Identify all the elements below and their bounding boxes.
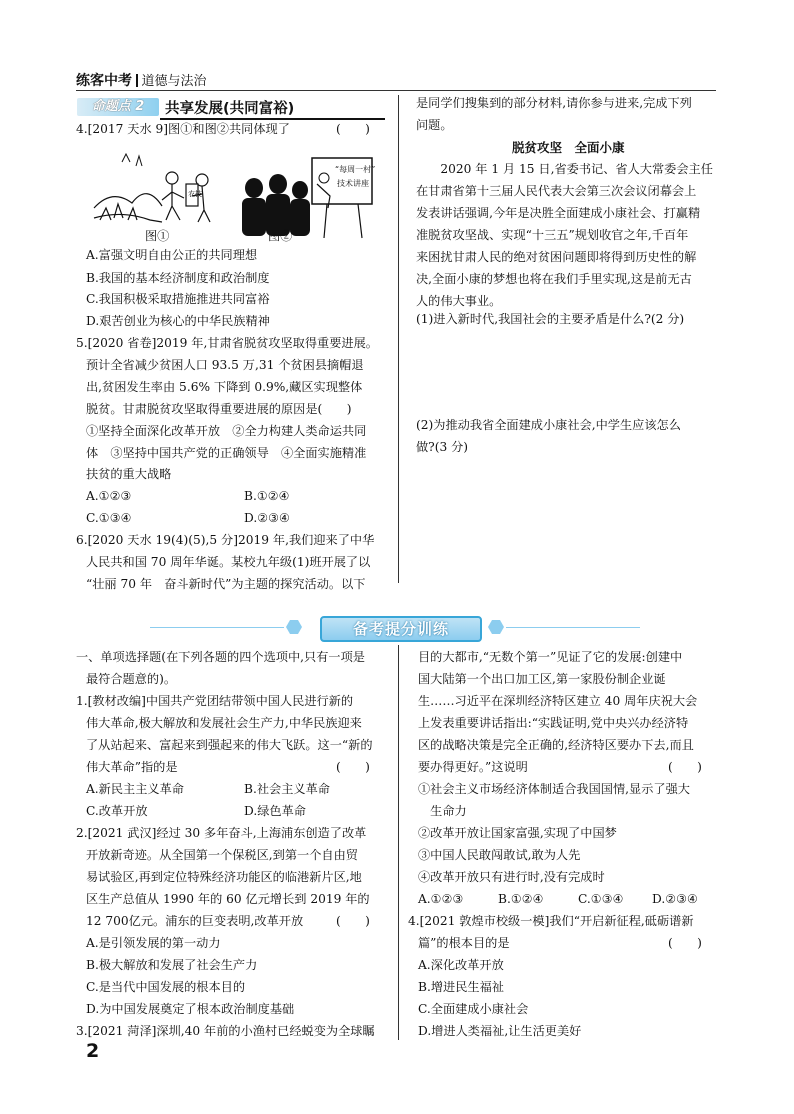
- q4-stem-text: 4.[2017 天水 9]图①和图②共同体现了: [76, 122, 290, 136]
- material-line: 在甘肃省第十三届人民代表大会第三次会议闭幕会上: [416, 184, 697, 198]
- q6-line: “壮丽 70 年 奋斗新时代”为主题的探究活动。以下: [86, 577, 366, 591]
- q5-option-b: B.①②④: [244, 489, 290, 503]
- header-rule: [76, 90, 716, 91]
- p2-line: 2.[2021 武汉]经过 30 多年奋斗,上海浦东创造了改革: [76, 826, 367, 840]
- p1-option-c: C.改革开放: [86, 804, 148, 818]
- q5-line: 体 ③坚持中国共产党的正确领导 ④全面实施精准: [86, 446, 367, 460]
- q4-img-label: 农技: [188, 190, 202, 198]
- figure1-caption: 图①: [145, 229, 170, 243]
- q4-illustration: [92, 148, 382, 244]
- sign-text-line2: 技术讲座: [337, 179, 369, 188]
- p4-line: 4.[2021 敦煌市校级一模]我们“开启新征程,砥砺谱新: [408, 914, 694, 928]
- part1-heading-text: 一、单项选择题(在下列各题的四个选项中,只有一项是: [76, 650, 365, 664]
- p3-line: 国大陆第一个出口加工区,第一家股份制企业诞: [418, 672, 666, 686]
- p4-option-a: A.深化改革开放: [418, 958, 504, 972]
- q5-line: 出,贫困发生率由 5.6% 下降到 0.9%,藏区实现整体: [86, 380, 363, 394]
- q5-option-a: A.①②③: [86, 489, 132, 503]
- part1-heading: [76, 650, 365, 665]
- book-logo: 练客中考: [76, 73, 132, 89]
- p2-line: 区生产总值从 1990 年的 60 亿元增长到 2019 年的: [86, 892, 370, 906]
- material-line: 来困扰甘肃人民的绝对贫困问题即将得到历史性的解: [416, 250, 697, 264]
- header-divider: [136, 74, 138, 87]
- q6-line: 6.[2020 天水 19(4)(5),5 分]2019 年,我们迎来了中华: [76, 533, 375, 547]
- p1-line: 了从站起来、富起来到强起来的伟大飞跃。这一“新的: [86, 738, 373, 752]
- q6-line: 人民共和国 70 周年华诞。某校九年级(1)班开展了以: [86, 555, 371, 569]
- p3-item: ②改革开放让国家富强,实现了中国梦: [418, 826, 617, 840]
- q5-option-c: C.①③④: [86, 511, 132, 525]
- subject-label: 道德与法治: [141, 74, 207, 89]
- figure2-caption: 图②: [268, 229, 293, 243]
- topic-title: 共享发展(共同富裕): [165, 101, 295, 117]
- p3-option-a: A.①②③: [418, 892, 464, 906]
- p3-line: 要办得更好。”这说明: [418, 760, 528, 774]
- p3-option-b: B.①②④: [498, 892, 544, 906]
- column-divider-top: [398, 95, 399, 583]
- column-divider-bottom: [398, 645, 399, 1040]
- p2-line: 12 700亿元。浦东的巨变表明,改革开放: [86, 914, 304, 928]
- p4-option-d: D.增进人类福祉,让生活更美好: [418, 1024, 582, 1038]
- topic-tag: 命题点 2: [77, 98, 159, 116]
- material-line: 人的伟大事业。: [416, 294, 502, 308]
- page-number: 2: [86, 1040, 100, 1062]
- q4-option-b: B.我国的基本经济制度和政治制度: [86, 271, 270, 285]
- q4-stem: [76, 122, 290, 137]
- subquestion-2: (2)为推动我省全面建成小康社会,中学生应该怎么: [416, 418, 681, 432]
- q5-line: 预计全省减少贫困人口 93.5 万,31 个贫困县摘帽退: [86, 358, 364, 372]
- q5-option-d: D.②③④: [244, 511, 290, 525]
- p1-option-b: B.社会主义革命: [244, 782, 330, 796]
- p3-item: ③中国人民敢闯敢试,敢为人先: [418, 848, 581, 862]
- part1-heading-cont: 最符合题意的)。: [86, 672, 177, 686]
- p1-line: 伟大革命,极大解放和发展社会生产力,中华民族迎来: [86, 716, 362, 730]
- q4-option-d: D.艰苦创业为核心的中华民族精神: [86, 314, 270, 328]
- banner-hex-right: [488, 620, 504, 634]
- section-banner: 备考提分训练: [320, 616, 482, 642]
- material-line: 准脱贫攻坚战、实现“十三五”规划收官之年,千百年: [416, 228, 689, 242]
- p1-option-a: A.新民主主义革命: [86, 782, 184, 796]
- q5-line: ①坚持全面深化改革开放 ②全力构建人类命运共同: [86, 424, 367, 438]
- material-line: 2020 年 1 月 15 日,省委书记、省人大常委会主任: [416, 162, 713, 176]
- banner-line-left: [150, 627, 284, 628]
- p2-option-a: A.是引领发展的第一动力: [86, 936, 221, 950]
- subquestion-2: 做?(3 分): [416, 440, 469, 454]
- p1-answer-paren: ( ): [336, 760, 370, 774]
- p2-option-d: D.为中国发展奠定了根本政治制度基础: [86, 1002, 295, 1016]
- p2-option-c: C.是当代中国发展的根本目的: [86, 980, 246, 994]
- p1-line: 伟大革命”指的是: [86, 760, 178, 774]
- p3-item: ④改革开放只有进行时,没有完成时: [418, 870, 605, 884]
- q5-line: 脱贫。甘肃脱贫攻坚取得重要进展的原因是( ): [86, 402, 352, 416]
- page-header: [76, 70, 207, 90]
- material-line: 决,全面小康的梦想也将在我们手里实现,这是前无古: [416, 272, 692, 286]
- q6-cont-line: 是同学们搜集到的部分材料,请你参与进来,完成下列: [416, 96, 692, 110]
- banner-hex-left: [286, 620, 302, 634]
- q5-line: 5.[2020 省卷]2019 年,甘肃省脱贫攻坚取得重要进展。: [76, 336, 378, 350]
- p2-line: 开放新奇迹。从全国第一个保税区,到第一个自由贸: [86, 848, 358, 862]
- q4-option-c: C.我国积极采取措施推进共同富裕: [86, 292, 270, 306]
- q6-cont-line: 问题。: [416, 118, 453, 132]
- sign-text-line1: “每周一村”: [335, 165, 376, 174]
- q5-line: 扶贫的重大战略: [86, 467, 172, 481]
- p3-option-d: D.②③④: [652, 892, 698, 906]
- p3-line: 3.[2021 菏泽]深圳,40 年前的小渔村已经蜕变为全球瞩: [76, 1024, 375, 1038]
- p3-line: 目的大都市,“无数个第一”见证了它的发展:创建中: [418, 650, 683, 664]
- p2-line: 易试验区,再到定位特殊经济功能区的临港新片区,地: [86, 870, 362, 884]
- p3-line: 生……习近平在深圳经济特区建立 40 周年庆祝大会: [418, 694, 698, 708]
- p4-answer-paren: ( ): [668, 936, 702, 950]
- q4-option-a: A.富强文明自由公正的共同理想: [86, 248, 258, 262]
- q4-answer-paren: ( ): [336, 122, 370, 136]
- subquestion-1: (1)进入新时代,我国社会的主要矛盾是什么?(2 分): [416, 312, 685, 326]
- material-title: 脱贫攻坚 全面小康: [512, 140, 625, 155]
- p3-item: ①社会主义市场经济体制适合我国国情,显示了强大: [418, 782, 690, 796]
- p4-option-c: C.全面建成小康社会: [418, 1002, 529, 1016]
- p1-option-d: D.绿色革命: [244, 804, 306, 818]
- p2-answer-paren: ( ): [336, 914, 370, 928]
- p3-option-c: C.①③④: [578, 892, 624, 906]
- topic-underline: [160, 118, 385, 120]
- p4-option-b: B.增进民生福祉: [418, 980, 504, 994]
- p1-line: 1.[教材改编]中国共产党团结带领中国人民进行新的: [76, 694, 354, 708]
- p3-item: 生命力: [418, 804, 467, 818]
- p3-line: 上发表重要讲话指出:“实践证明,党中央兴办经济特: [418, 716, 689, 730]
- p2-option-b: B.极大解放和发展了社会生产力: [86, 958, 258, 972]
- banner-line-right: [506, 627, 640, 628]
- p3-line: 区的战略决策是完全正确的,经济特区要办下去,而且: [418, 738, 694, 752]
- p4-line: 篇”的根本目的是: [418, 936, 510, 950]
- material-line: 发表讲话强调,今年是决胜全面建成小康社会、打赢精: [416, 206, 701, 220]
- p3-answer-paren: ( ): [668, 760, 702, 774]
